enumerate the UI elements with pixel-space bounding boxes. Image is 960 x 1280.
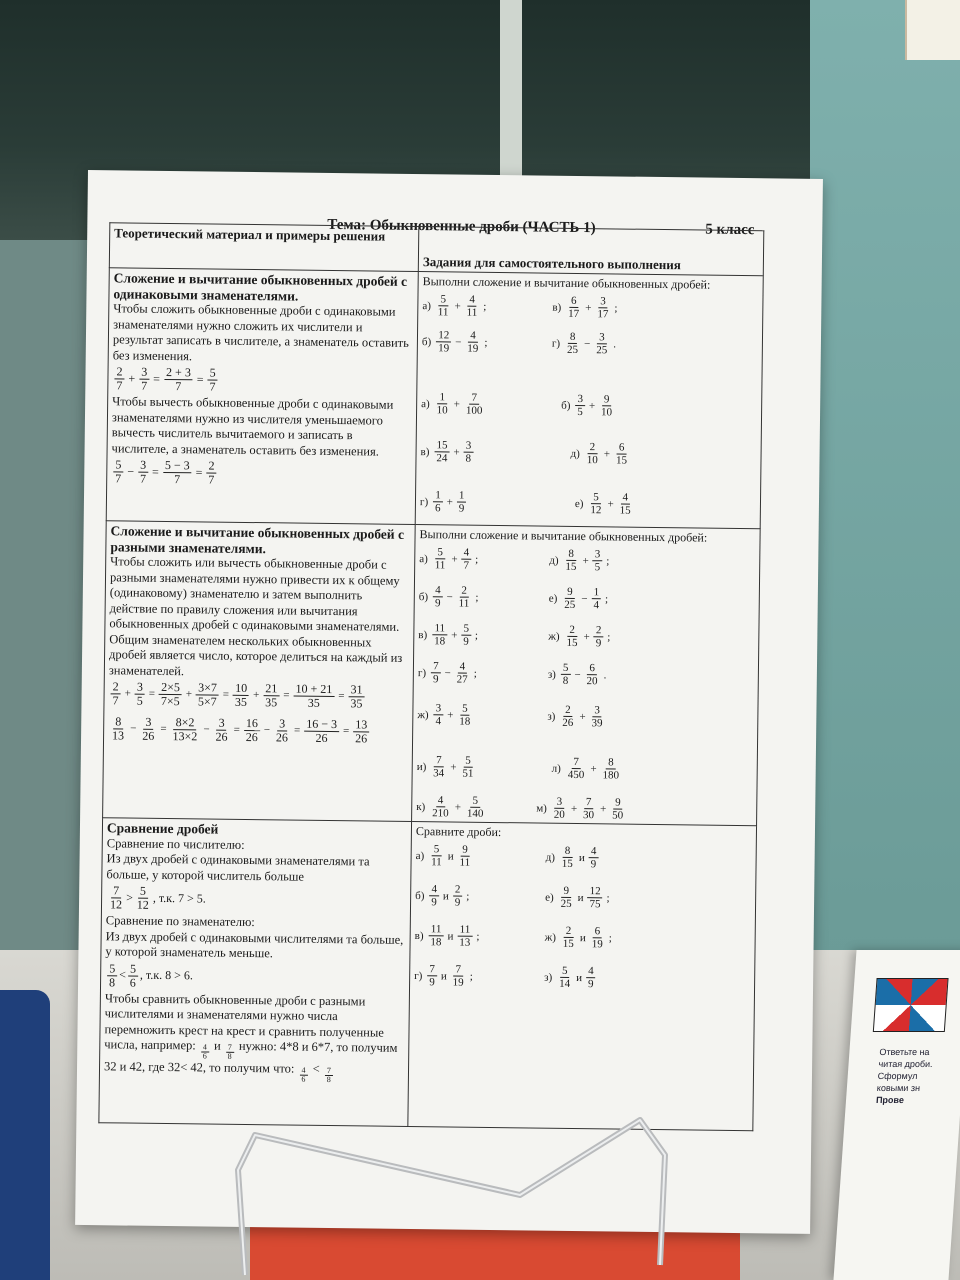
- fraction: 5 11: [434, 546, 446, 572]
- task-label: в): [414, 929, 424, 942]
- task-item: в) 15 24 + $\frac{3}{8}$: [420, 439, 472, 465]
- task-label: ж): [548, 630, 560, 643]
- task-item: м) 3 20 + $\frac{7}{30}$ + $\frac{9}{50}$: [536, 796, 627, 822]
- task-label: а): [422, 299, 431, 312]
- fraction: 1 6: [435, 489, 441, 515]
- task-item: а) 5 11 + $\frac{4}{7}$ ;: [419, 546, 479, 572]
- fraction: 8 15: [565, 547, 577, 573]
- task-item: е) 5 12 + $\frac{4}{15}$: [575, 491, 635, 517]
- task-label: а): [421, 397, 430, 410]
- fraction: $\frac{7}{8}$: [326, 1065, 331, 1085]
- fraction: $\frac{3}{7}$: [139, 457, 147, 486]
- fraction: $\frac{4}{11}$: [466, 293, 478, 319]
- theory-subtitle: Сравнение по числителю:: [106, 835, 245, 852]
- task-label: з): [547, 710, 556, 723]
- fraction: 2 7: [116, 364, 123, 393]
- task-item: и) 7 34 + $\frac{5}{51}$: [417, 754, 478, 780]
- fraction: 8 25: [566, 330, 579, 356]
- task-item: е) 9 25 − $\frac{1}{4}$ ;: [548, 585, 609, 612]
- task-item: з) 2 26 + $\frac{3}{39}$: [547, 704, 607, 730]
- fraction: $\frac{3}{7}$: [141, 364, 148, 393]
- fraction: $\frac{3}{5}$: [136, 679, 143, 708]
- fraction: 1 10: [436, 391, 448, 417]
- example-formula: 8 13 − $\frac{3}{26}$ = $\frac{8\times 2}{13\times 2}$ − $\frac{3}{26}$ = $\frac{16}{26}$ − $\frac{3}{26}$ = $\frac{16 - 3}{26}$ = $\frac{13}{26}$: [112, 714, 368, 746]
- task-item: к) 4 210 + $\frac{5}{140}$: [416, 794, 488, 820]
- task-item: д) 2 10 + $\frac{6}{15}$: [570, 441, 631, 467]
- fraction: 5 11: [437, 293, 449, 319]
- fraction: $\frac{3}{17}$: [597, 295, 609, 321]
- fraction: $\frac{7}{100}$: [465, 391, 483, 417]
- section-title: Сложение и вычитание обыкновенных дробей с одинаковыми знаменателями.: [113, 270, 408, 304]
- task-item: б) 4 9 и 2 9 ;: [415, 883, 470, 909]
- task-label: з): [544, 971, 553, 984]
- fraction: 7 34: [433, 754, 445, 780]
- fraction: 4 210: [432, 794, 449, 820]
- fraction: 5 8: [108, 960, 116, 989]
- example-formula: 2 7 + $\frac{3}{7}$ = $\frac{2 + 3}{7}$ = $\frac{5}{7}$: [116, 364, 216, 394]
- task-item: г) 1 6 + $\frac{1}{9}$: [419, 489, 465, 515]
- theory-text: Чтобы сложить обыкновенные дроби с одинаковыми знаменателями нужно сложить их числители и результат записать в числителе, а знаменатель оставить без изменения.: [112, 301, 409, 363]
- fraction: $\frac{9}{50}$: [612, 796, 624, 822]
- task-label: е): [548, 592, 558, 605]
- fraction: $\frac{3}{26}$: [142, 714, 155, 743]
- fraction: 2 15: [566, 623, 578, 650]
- task-item: г) 7 9 и 7 19 ;: [414, 963, 473, 989]
- fraction: 12 75: [589, 885, 601, 911]
- fraction: $\frac{8\times 2}{13\times 2}$: [172, 715, 198, 744]
- task-item: в) 11 18 и 11 13 ;: [414, 923, 480, 949]
- fraction: 5 14: [559, 964, 571, 990]
- task-label: а): [415, 849, 425, 862]
- task-label: б): [561, 399, 571, 412]
- fraction: 2 15: [562, 924, 574, 950]
- task-item: ж) 2 15 + $\frac{2}{9}$ ;: [548, 623, 611, 650]
- fraction: 7 450: [567, 755, 585, 782]
- fraction: $\frac{5}{7}$: [209, 365, 216, 394]
- task-instruction: Выполни сложение и вычитание обыкновенных дробей:: [419, 527, 708, 545]
- worksheet-title: Тема: Обыкновенные дроби (ЧАСТЬ 1): [327, 216, 596, 237]
- fraction: $\frac{7}{8}$: [227, 1042, 232, 1061]
- task-label: б): [415, 889, 425, 902]
- fraction: 3 4: [435, 702, 442, 728]
- fraction: 7 9: [429, 963, 436, 989]
- fraction: 4 9: [590, 845, 597, 871]
- example-formula: 7 12 > 5 12 , т.к. 7 > 5.: [109, 883, 206, 912]
- theory-text: Общим знаменателем нескольких обыкновенных дробей является число, которое делиться на каждый из знаменателей.: [108, 631, 403, 678]
- fraction: $\frac{6}{20}$: [586, 662, 598, 688]
- fraction: $\frac{3}{8}$: [465, 439, 472, 465]
- task-label: в): [552, 301, 562, 314]
- task-item: б) 3 5 + $\frac{9}{10}$: [561, 393, 616, 419]
- task-label: ж): [417, 708, 429, 721]
- task-label: ж): [544, 931, 557, 944]
- example-formula: 5 8 < 5 6 , т.к. 8 > 6.: [108, 960, 193, 990]
- task-label: г): [417, 666, 427, 679]
- fraction: 9 11: [459, 843, 471, 869]
- task-label: б): [421, 335, 432, 348]
- fraction: $\frac{4}{7}$: [463, 546, 470, 572]
- task-instruction: Выполни сложение и вычитание обыкновенных дробей:: [422, 274, 711, 292]
- theory-text: Из двух дробей с одинаковыми знаменателями та больше, у которой числитель больше: [106, 851, 370, 884]
- fraction: 3 20: [553, 795, 565, 821]
- task-label: г): [419, 495, 429, 508]
- task-label: г): [551, 337, 561, 350]
- task-item: д) 8 15 и 4 9: [545, 844, 597, 871]
- fraction: $\frac{5}{18}$: [459, 702, 471, 728]
- task-item: а) 5 11 и 9 11: [415, 843, 474, 869]
- fraction: $\frac{4}{27}$: [456, 660, 468, 686]
- fraction: $\frac{13}{26}$: [355, 717, 368, 746]
- textbook-text: Ответьте на читая дроби. Сформул ковыми зн Прове: [875, 1047, 933, 1105]
- fraction: $\frac{3}{25}$: [596, 331, 608, 357]
- task-item: б) 12 19 − $\frac{4}{19}$ ;: [421, 329, 488, 355]
- fraction: 7 12: [109, 883, 123, 912]
- fraction: $\frac{7}{30}$: [582, 796, 595, 822]
- task-item: ж) 2 15 и 6 19 ;: [544, 924, 612, 951]
- fraction: $\frac{3}{39}$: [591, 704, 603, 730]
- task-label: б): [418, 590, 429, 603]
- task-item: ж) 3 4 + $\frac{5}{18}$: [417, 702, 474, 728]
- fraction: 11 18: [434, 622, 446, 648]
- theory-text: Чтобы сложить или вычесть обыкновенные дроби с разными знаменателями нужно привести их к общему (одинаковому) знаменателю и затем выполнить действие по правилу сложения или вычитания обыкновенных дробей с одинаковыми знаменателями.: [109, 554, 400, 634]
- fraction: $\frac{3}{26}$: [215, 715, 228, 744]
- fraction: $\frac{16}{26}$: [245, 715, 258, 745]
- theory-text: Чтобы вычесть обыкновенные дроби с одинаковыми знаменателями нужно из числителя уменьшаемого вычесть числитель вычитаемого и записать в числителе, а знаменатель оставить без изменения.: [111, 394, 394, 459]
- fraction: $\frac{5}{51}$: [462, 754, 474, 780]
- fraction: $\frac{31}{35}$: [350, 682, 363, 711]
- fraction: 8 15: [561, 844, 573, 870]
- grade-label: 5 класс: [705, 221, 755, 239]
- task-label: г): [414, 969, 423, 982]
- fraction: $\frac{2\times 5}{7\times 5}$: [160, 679, 180, 709]
- fraction: 8 13: [112, 714, 125, 743]
- task-label: д): [570, 447, 580, 460]
- task-item: в) 11 18 + $\frac{5}{9}$ ;: [418, 622, 479, 648]
- fraction: $\frac{2}{7}$: [208, 458, 215, 487]
- task-item: з) 5 14 и 4 9: [544, 964, 594, 991]
- fraction: 4 9: [431, 883, 438, 909]
- fraction: $\frac{16 - 3}{26}$: [304, 718, 339, 745]
- fraction: $\frac{10 + 21}{35}$: [293, 683, 334, 710]
- task-label: а): [419, 552, 428, 565]
- task-label: д): [549, 554, 559, 567]
- fraction: 4 9: [434, 584, 441, 610]
- task-item: а) 1 10 + $\frac{7}{100}$: [421, 391, 487, 417]
- task-label: м): [536, 802, 547, 815]
- fraction: 6 17: [568, 294, 580, 321]
- fraction: 2 26: [562, 703, 574, 729]
- fraction: $\frac{5}{9}$: [463, 622, 470, 648]
- fraction: 2 9: [454, 883, 461, 909]
- theory-text: Чтобы сравнить обыкновенные дроби с разными числителями и знаменателями нужно числа перемножить крест на крест и сравнить полученные числа, например: $\frac{4}{6}$ и $\frac{7}{8}$ нужно: 4*8 и 6*7, то получим 32 и 42, где 32< 42, то получим что: $\frac{4}{6}$ < $\frac{7}{8}$: [103, 990, 398, 1085]
- task-item: в) 6 17 + $\frac{3}{17}$ ;: [552, 294, 618, 321]
- fraction: 5 6: [129, 961, 137, 990]
- task-label: в): [420, 445, 430, 458]
- fraction: $\frac{10}{35}$: [234, 680, 248, 709]
- fraction: 9 25: [560, 884, 572, 910]
- fraction: 7 9: [432, 660, 439, 686]
- theory-text: Из двух дробей с одинаковыми числителями та больше, у которой знаменатель меньше.: [105, 928, 404, 961]
- task-label: л): [551, 762, 561, 775]
- task-label: и): [416, 760, 427, 773]
- task-label: в): [418, 628, 428, 641]
- fraction: 4 9: [587, 965, 594, 991]
- task-item: з) 5 8 − $\frac{6}{20}$ .: [547, 661, 607, 688]
- fraction: $\frac{9}{10}$: [600, 393, 613, 419]
- task-label: е): [574, 497, 584, 510]
- task-label: к): [416, 800, 426, 813]
- fraction: $\frac{3\times 7}{5\times 7}$: [197, 680, 217, 709]
- fraction: $\frac{2}{11}$: [458, 584, 470, 610]
- fraction: $\frac{2 + 3}{7}$: [164, 366, 193, 393]
- task-instruction: Сравните дроби:: [415, 824, 502, 840]
- fraction: $\frac{4}{15}$: [619, 491, 631, 517]
- example-note: , т.к. 7 > 5.: [152, 890, 206, 906]
- fraction: 7 19: [452, 963, 464, 989]
- column-header-tasks: Задания для самостоятельного выполнения: [418, 227, 764, 276]
- fraction: $\frac{2}{9}$: [595, 624, 602, 650]
- fraction: $\frac{4}{19}$: [467, 329, 479, 355]
- fraction: 11 18: [430, 923, 442, 949]
- fraction: 12 19: [438, 329, 450, 355]
- task-item: л) 7 450 + $\frac{8}{180}$: [552, 756, 624, 782]
- fraction: 11 13: [459, 923, 471, 949]
- task-item: г) 8 25 − $\frac{3}{25}$ .: [551, 330, 617, 357]
- fraction: $\frac{5}{140}$: [466, 794, 484, 820]
- fraction: $\frac{6}{15}$: [615, 441, 628, 467]
- example-formula: 5 7 − $\frac{3}{7}$ = $\frac{5 - 3}{7}$ = $\frac{2}{7}$: [115, 457, 215, 487]
- example-formula: 2 7 + $\frac{3}{5}$ = $\frac{2\times 5}{7\times 5}$ + $\frac{3\times 7}{5\times 7}$ = $\frac{10}{35}$ + $\frac{21}{35}$ = $\frac{10 + 21}{35}$ = $\frac{31}{35}$: [112, 679, 363, 711]
- task-item: г) 7 9 − $\frac{4}{27}$ ;: [417, 660, 477, 686]
- fraction: 2 10: [586, 441, 598, 467]
- fraction: 9 25: [564, 585, 576, 611]
- task-label: е): [545, 891, 554, 904]
- task-label: з): [547, 668, 556, 681]
- section-title: Сравнение дробей: [106, 820, 219, 837]
- task-item: б) 4 9 − $\frac{2}{11}$ ;: [418, 584, 479, 610]
- fraction: 5 8: [562, 661, 569, 687]
- theory-subtitle: Сравнение по знаменателю:: [105, 913, 255, 930]
- task-item: а) 5 11 + $\frac{4}{11}$ ;: [422, 293, 487, 319]
- fraction: $\frac{3}{5}$: [594, 548, 601, 574]
- fraction: $\frac{8}{180}$: [602, 756, 620, 782]
- fraction: 3 5: [577, 392, 584, 419]
- fraction: $\frac{1}{4}$: [593, 586, 600, 612]
- fraction: 5 11: [431, 843, 442, 869]
- fraction: 15 24: [436, 439, 448, 465]
- example-note: , т.к. 8 > 6.: [139, 967, 193, 983]
- section-title: Сложение и вычитание обыкновенных дробей с разными знаменателями.: [110, 523, 405, 556]
- fraction: $\frac{21}{35}$: [265, 681, 278, 710]
- task-item: е) 9 25 и 12 75 ;: [545, 884, 610, 911]
- fraction: 5 12: [136, 883, 149, 912]
- fraction: 5 7: [115, 457, 122, 486]
- fraction: 2 7: [112, 679, 119, 708]
- fraction: $\frac{5 - 3}{7}$: [163, 459, 192, 486]
- fraction: $\frac{1}{9}$: [458, 489, 465, 515]
- fraction: 5 12: [590, 491, 602, 517]
- task-item: д) 8 15 + $\frac{3}{5}$ ;: [549, 547, 610, 574]
- fraction: 6 19: [591, 925, 603, 951]
- column-header-theory: Теоретический материал и примеры решения: [109, 223, 419, 272]
- fraction: $\frac{3}{26}$: [275, 716, 289, 745]
- fraction: $\frac{4}{6}$: [301, 1065, 306, 1084]
- task-label: д): [545, 851, 555, 864]
- fraction: $\frac{4}{6}$: [202, 1042, 207, 1061]
